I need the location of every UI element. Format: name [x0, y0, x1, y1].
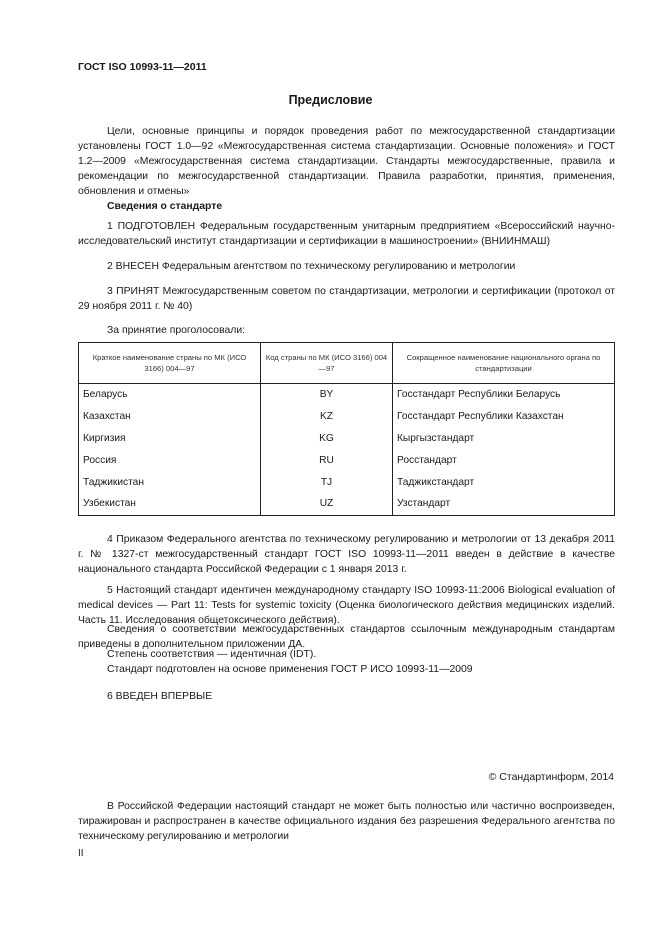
cell-country: Узбекистан [79, 493, 261, 515]
cell-body: Госстандарт Республики Беларусь [393, 384, 615, 406]
cell-code: RU [261, 449, 393, 471]
table-row [79, 471, 615, 493]
item-correspondence: Сведения о соответствии межгосударственных стандартов ссылочным международным стандартам приведены в дополнительном приложении ДА. [78, 624, 615, 650]
cell-country: Казахстан [79, 406, 261, 428]
cell-country: Киргизия [79, 428, 261, 450]
cell-code: KZ [261, 406, 393, 428]
intro-paragraph: Цели, основные принципы и порядок проведения работ по межгосударственной стандартизации установлены ГОСТ 1.0—92 «Межгосударственная система стандартизации. Основные положения» и ГОСТ 1.2—2009 «Межгосударственная система стандартизации. Стандарты межгосударственные, правила и рекомендации по межгосударственной стандартизации. Правила разработки, принятия, применения, обновления и отмены» [78, 126, 615, 197]
header-code: Код страны по МК (ИСО 3166) 004—97 [261, 343, 393, 384]
voting-table [78, 342, 615, 516]
cell-code: KG [261, 428, 393, 450]
item-basis: Стандарт подготовлен на основе применения ГОСТ Р ИСО 10993-11—2009 [107, 664, 473, 675]
header-country: Краткое наименование страны по МК (ИСО 3166) 004—97 [79, 343, 261, 384]
voted-label: За принятие проголосовали: [107, 325, 246, 336]
table-row [79, 384, 615, 406]
item-first: 6 ВВЕДЕН ВПЕРВЫЕ [107, 691, 213, 702]
cell-country: Беларусь [79, 384, 261, 406]
header-body: Сокращенное наименование национального органа по стандартизации [393, 343, 615, 384]
cell-body: Таджикстандарт [393, 471, 615, 493]
cell-body: Кыргызстандарт [393, 428, 615, 450]
item-adopted: 3 ПРИНЯТ Межгосударственным советом по стандартизации, метрологии и сертификации (протокол от 29 ноября 2011 г. № 40) [78, 286, 615, 312]
item-introduced: 2 ВНЕСЕН Федеральным агентством по техническому регулированию и метрологии [107, 261, 516, 272]
section-heading: Сведения о стандарте [107, 201, 223, 212]
item-identical: 5 Настоящий стандарт идентичен международному стандарту ISO 10993-11:2006 Biological evaluation of medical devices — Part 11: Tests for systemic toxicity (Оценка биологического действия медицинских изделий. Часть 11. Исследования общетоксического действия). [78, 585, 615, 626]
standard-code: ГОСТ ISO 10993-11—2011 [78, 61, 207, 73]
cell-country: Россия [79, 449, 261, 471]
table-header-row [79, 343, 615, 384]
item-degree: Степень соответствия — идентичная (IDT). [107, 649, 317, 660]
table-row [79, 449, 615, 471]
cell-code: TJ [261, 471, 393, 493]
page-title: Предисловие [288, 93, 373, 107]
copyright: © Стандартинформ, 2014 [488, 771, 614, 783]
cell-country: Таджикистан [79, 471, 261, 493]
cell-body: Росстандарт [393, 449, 615, 471]
cell-code: BY [261, 384, 393, 406]
cell-body: Узстандарт [393, 493, 615, 515]
item-order: 4 Приказом Федерального агентства по техническому регулированию и метрологии от 13 декабря 2011 г. № 1327-ст межгосударственный стандарт ГОСТ ISO 10993-11—2011 введен в действие в качестве национального стандарта Российской Федерации с 1 января 2013 г. [78, 534, 615, 575]
item-prepared: 1 ПОДГОТОВЛЕН Федеральным государственным унитарным предприятием «Всероссийский научно-исследовательский институт стандартизации и сертификации в машиностроении» (ВНИИНМАШ) [78, 221, 615, 247]
table-row [79, 493, 615, 515]
table-row [79, 406, 615, 428]
table-row [79, 428, 615, 450]
page-number: II [78, 848, 84, 859]
cell-code: UZ [261, 493, 393, 515]
reproduction-notice: В Российской Федерации настоящий стандарт не может быть полностью или частично воспроизведен, тиражирован и распространен в качестве официального издания без разрешения Федерального агентства по техническому регулированию и метрологии [78, 801, 615, 842]
cell-body: Госстандарт Республики Казахстан [393, 406, 615, 428]
